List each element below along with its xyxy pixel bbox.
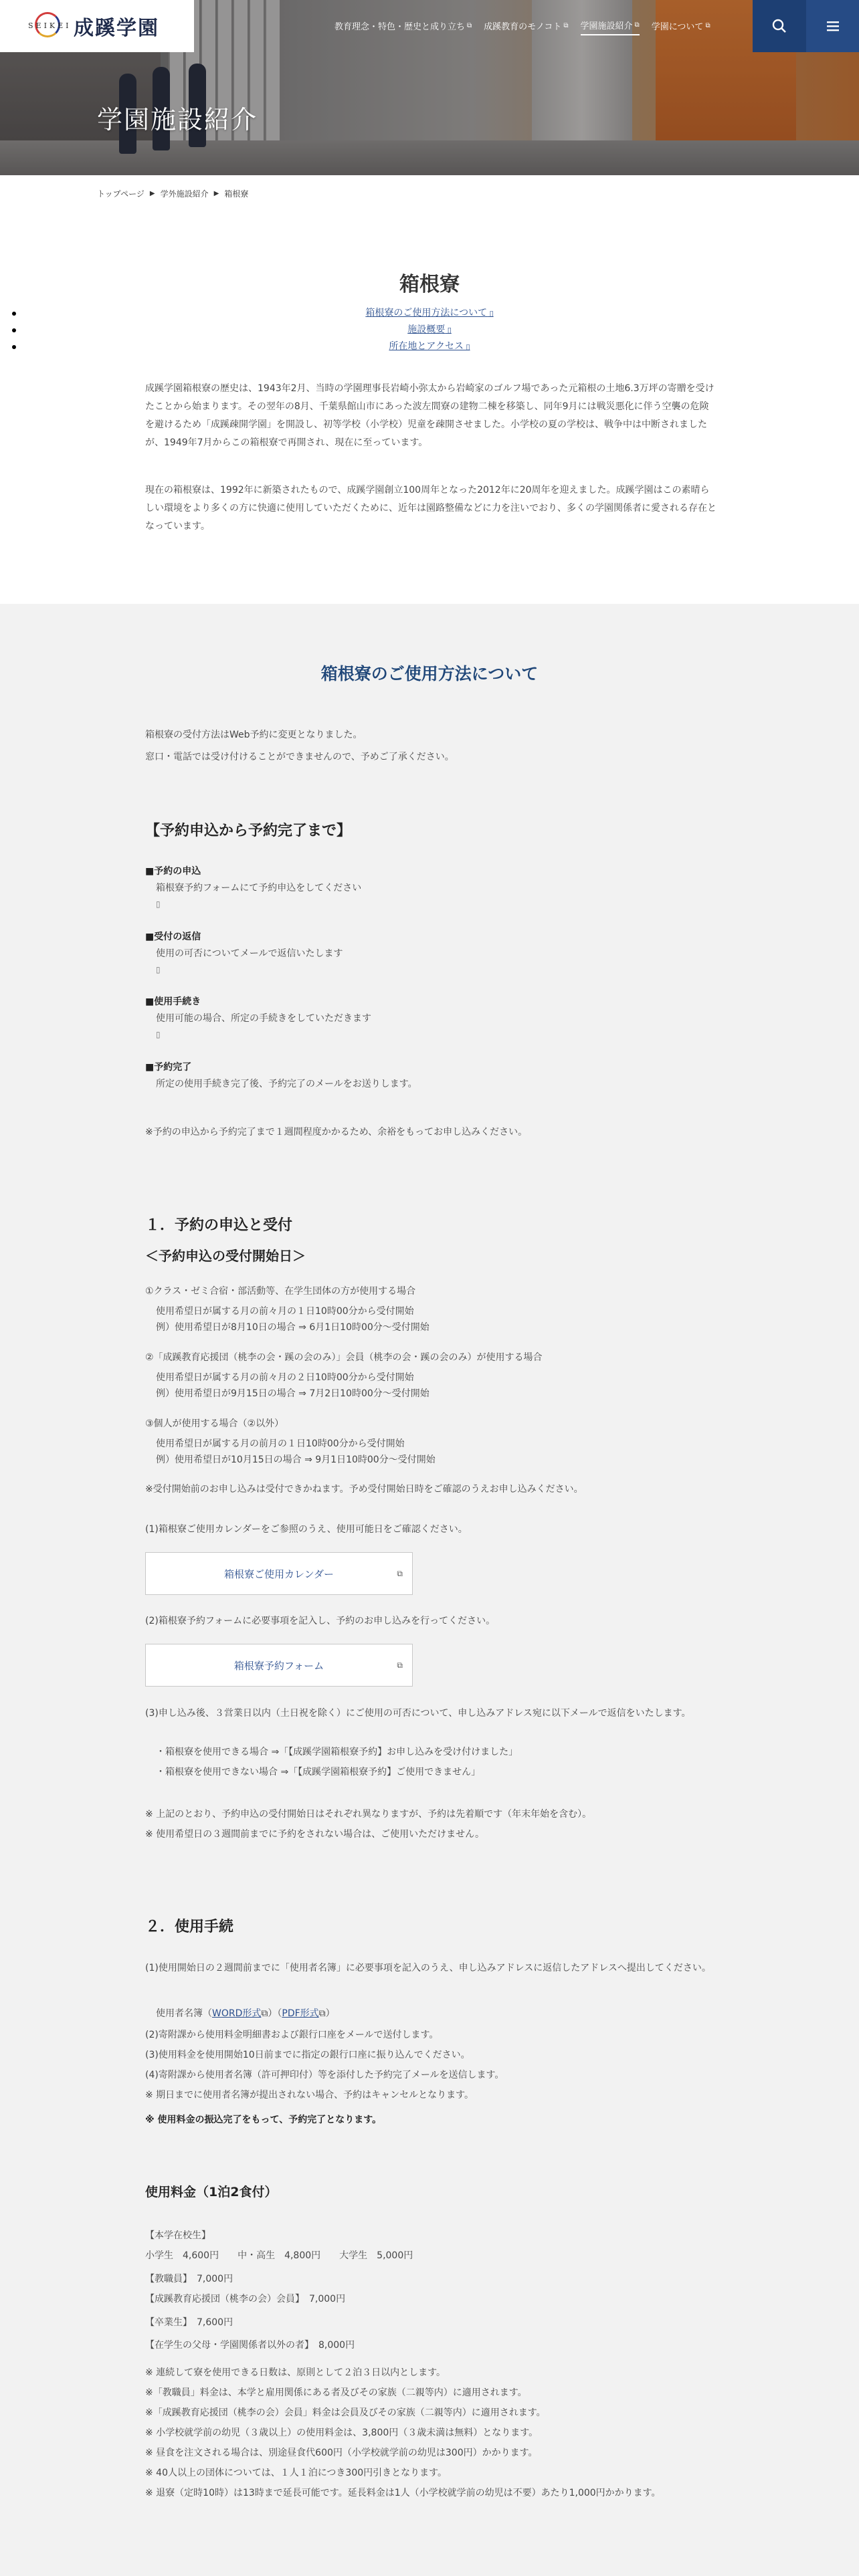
usage-notice: 箱根寮の受付方法はWeb予約に変更となりました。	[145, 730, 363, 740]
reservation-form-button[interactable]: 箱根寮予約フォーム ⧉	[145, 1644, 413, 1687]
logo-mark-icon	[28, 7, 72, 45]
fee-line: 【卒業生】 7,600円	[145, 2317, 233, 2328]
case-line: 使用希望日が属する月の前月の１日10時00分から受付開始	[156, 1438, 405, 1449]
section-2-title: ２．使用手続	[145, 1919, 234, 1935]
external-link-icon: ⧉	[261, 2008, 268, 2019]
fee-note: ※ 昼食を注文される場合は、別途昼食代600円（小学校就学前の幼児は300円）かかります。	[145, 2448, 538, 2458]
site-logo[interactable]	[0, 0, 194, 52]
section-1-step: (3)申し込み後、３営業日以内（土日祝を除く）にご使用の可否について、申し込みアドレス宛に以下メールで返信をいたします。	[145, 1708, 691, 1719]
section-1-step: (1)箱根寮ご使用カレンダーをご参照のうえ、使用可能日をご確認ください。	[145, 1524, 468, 1535]
anchor-item	[0, 338, 859, 355]
nav-item-about[interactable]: 学園について ⧉	[651, 22, 710, 32]
step-heading: ■予約完了	[145, 1062, 192, 1073]
fee-note: ※ 40人以上の団体については、１人１泊につき300円引きとなります。	[145, 2468, 448, 2478]
case-line: 使用希望日が属する月の前々月の２日10時00分から受付開始	[156, 1372, 414, 1383]
flow-note: ※予約の申込から予約完了まで１週間程度かかるため、余裕をもってお申し込みください。	[145, 1127, 528, 1138]
case-line: 使用希望日が属する月の前々月の１日10時00分から受付開始	[156, 1306, 414, 1317]
case-line: 例）使用希望日が10月15日の場合 ⇒ 9月1日10時00分～受付開始	[156, 1455, 436, 1465]
calendar-button[interactable]: 箱根寮ご使用カレンダー ⧉	[145, 1552, 413, 1595]
fee-line: 【教職員】 7,000円	[145, 2274, 233, 2284]
breadcrumb-current: 箱根寮	[224, 189, 249, 199]
case-line: 例）使用希望日が9月15日の場合 ⇒ 7月2日10時00分～受付開始	[156, 1388, 430, 1399]
case-heading: ①クラス・ゼミ合宿・部活動等、在学生団体の方が使用する場合	[145, 1286, 416, 1297]
procedure-complete-note: ※ 使用料金の振込完了をもって、予約完了となります。	[145, 2115, 382, 2125]
anchor-item	[0, 322, 859, 338]
anchor-arrow-icon: ▯	[464, 342, 470, 351]
section-1-subtitle: ＜予約申込の受付開始日＞	[145, 1248, 306, 1264]
external-link-icon: ⧉	[634, 21, 640, 29]
step-heading: ■受付の返信	[145, 932, 201, 942]
page-title: 箱根寮	[399, 273, 460, 296]
nav-item-monokoto[interactable]: 成蹊教育のモノコト ⧉	[484, 22, 569, 32]
breadcrumb	[97, 188, 248, 199]
flow-title: 【予約申込から予約完了まで】	[145, 823, 352, 839]
external-link-icon: ⧉	[563, 22, 569, 29]
step-heading: ■予約の申込	[145, 866, 201, 877]
step-arrow-icon: ▯	[156, 1030, 161, 1039]
step-arrow-icon: ▯	[156, 899, 161, 909]
external-link-icon: ⧉	[705, 22, 710, 29]
reply-ng: ・箱根寮を使用できない場合 ⇒「【成蹊学園箱根寮予約】ご使用できません」	[156, 1767, 481, 1778]
case-heading: ②「成蹊教育応援団（桃李の会・蹊の会のみ）」会員（桃李の会・蹊の会のみ）が使用する場合	[145, 1352, 543, 1363]
procedure-step: (3)使用料金を使用開始10日前までに指定の銀行口座に振り込んでください。	[145, 2050, 470, 2060]
procedure-step: (1)使用開始日の２週間前までに「使用者名簿」に必要事項を記入のうえ、申し込みアドレスに返信したアドレスへ提出してください。	[145, 1963, 711, 1973]
menu-button[interactable]	[806, 0, 859, 52]
step-body: 使用の可否についてメールで返信いたします	[156, 948, 343, 959]
fee-line: 【本学在校生】	[145, 2230, 211, 2241]
anchor-arrow-icon: ▯	[487, 309, 494, 318]
external-link-icon: ⧉	[467, 22, 472, 29]
menu-icon	[825, 18, 841, 34]
chevron-right-icon: ▶	[213, 190, 219, 197]
step-body: 所定の使用手続き完了後、予約完了のメールをお送りします。	[156, 1079, 417, 1089]
fee-line: 【在学生の父母・学園関係者以外の者】 8,000円	[145, 2340, 355, 2351]
step-heading: ■使用手続き	[145, 996, 201, 1007]
anchor-usage-link[interactable]: 箱根寮のご使用方法について ▯	[365, 308, 494, 318]
search-icon	[771, 18, 787, 34]
nav-item-philosophy[interactable]: 教育理念・特色・歴史と成り立ち ⧉	[335, 22, 472, 32]
chevron-right-icon: ▶	[149, 190, 155, 197]
anchor-overview-link[interactable]: 施設概要 ▯	[407, 324, 452, 335]
external-link-icon: ⧉	[397, 1660, 403, 1670]
fee-note: ※「教職員」料金は、本学と雇用関係にある者及びその家族（二親等内）に適用されます。	[145, 2387, 527, 2398]
step-body: 使用可能の場合、所定の手続きをしていただきます	[156, 1013, 371, 1024]
step-arrow-icon: ▯	[156, 965, 161, 974]
section-1-title: １．予約の申込と受付	[145, 1217, 293, 1234]
anchor-access-link[interactable]: 所在地とアクセス ▯	[389, 341, 470, 352]
procedure-step: (4)寄附課から使用者名簿（許可押印付）等を添付した予約完了メールを送信します。	[145, 2070, 504, 2080]
breadcrumb-home[interactable]: トップページ	[97, 189, 145, 199]
fee-note: ※ 小学校就学前の幼児（３歳以上）の使用料金は、3,800円（３歳未満は無料）となります。	[145, 2428, 539, 2438]
section-1-note: ※受付開始前のお申し込みは受付できかねます。予め受付開始日時をご確認のうえお申し込みください。	[145, 1484, 583, 1495]
section-1-note: ※ 上記のとおり、予約申込の受付開始日はそれぞれ異なりますが、予約は先着順です（年末年始を含む）。	[145, 1809, 592, 1820]
case-line: 例）使用希望日が8月10日の場合 ⇒ 6月1日10時00分～受付開始	[156, 1322, 430, 1333]
logo-text: 成蹊学園	[74, 17, 159, 40]
external-link-icon: ⧉	[318, 2008, 326, 2019]
fee-note: ※ 連続して寮を使用できる日数は、原則として２泊３日以内とします。	[145, 2367, 446, 2378]
section-1-step: (2)箱根寮予約フォームに必要事項を記入し、予約のお申し込みを行ってください。	[145, 1616, 496, 1626]
fee-line: 小学生 4,600円 中・高生 4,800円 大学生 5,000円	[145, 2250, 413, 2261]
procedure-note: ※ 期日までに使用者名簿が提出されない場合、予約はキャンセルとなります。	[145, 2090, 474, 2101]
nav-item-facilities[interactable]: 学園施設紹介 ⧉	[581, 19, 640, 35]
anchor-links	[0, 305, 859, 355]
usage-section-title: 箱根寮のご使用方法について	[320, 664, 539, 683]
global-nav	[335, 19, 710, 35]
roster-word-link[interactable]: WORD形式	[212, 2008, 262, 2019]
procedure-step: (2)寄附課から使用料金明細書および銀行口座をメールで送付します。	[145, 2030, 439, 2040]
breadcrumb-facilities[interactable]: 学外施設紹介	[160, 189, 209, 199]
anchor-item	[0, 305, 859, 322]
fee-note: ※「成蹊教育応援団（桃李の会）会員」料金は会員及びその家族（二親等内）に適用されます。	[145, 2407, 546, 2418]
step-body: 箱根寮予約フォームにて予約申込をしてください	[156, 883, 362, 893]
fee-note: ※ 退寮（定時10時）は13時まで延長可能です。延長料金は1人（小学校就学前の幼児は不要）あたり1,000円かかります。	[145, 2488, 661, 2498]
intro-paragraph-current: 現在の箱根寮は、1992年に新築されたもので、成蹊学園創立100周年となった2012年に20周年を迎えました。成蹊学園はこの素晴らしい環境をより多くの方に快適に使用していただくために、近年は園路整備などに力を注いでおり、多くの学園関係者に愛される存在となっています。	[145, 485, 717, 532]
hero-title: 学園施設紹介	[97, 105, 258, 134]
roster-pdf-link[interactable]: PDF形式	[282, 2008, 319, 2019]
search-button[interactable]	[753, 0, 806, 52]
anchor-arrow-icon: ▯	[445, 326, 452, 334]
fee-line: 【成蹊教育応援団（桃李の会）会員】 7,000円	[145, 2294, 346, 2304]
external-link-icon: ⧉	[397, 1568, 403, 1578]
case-heading: ③個人が使用する場合（②以外）	[145, 1418, 284, 1429]
fee-title: 使用料金（1泊2食付）	[145, 2185, 278, 2199]
reply-ok: ・箱根寮を使用できる場合 ⇒「【成蹊学園箱根寮予約】お申し込みを受け付けました」	[156, 1747, 518, 1757]
intro-paragraph-history: 成蹊学園箱根寮の歴史は、1943年2月、当時の学園理事長岩崎小弥太から岩崎家のゴルフ場であった元箱根の土地6.3万坪の寄贈を受けたことから始まります。その翌年の8月、千葉県館山市にあった波左間寮の建物二棟を移築し、同年9月には戦災悪化に伴う空襲の危険を避けるため「成蹊疎開学園」を開設し、初等学校（小学校）児童を疎開させました。小学校の夏の学校は、戦争中は中断されましたが、1949年7月からこの箱根寮で再開され、現在に至っています。	[145, 383, 714, 448]
roster-download: 使用者名簿（WORD形式⧉）（PDF形式⧉）	[156, 2008, 335, 2019]
usage-notice: 窓口・電話では受け付けることができませんので、予めご了承ください。	[145, 752, 454, 762]
logo-mark-text: SEIKEI	[28, 21, 72, 30]
section-1-note: ※ 使用希望日の３週間前までに予約をされない場合は、ご使用いただけません。	[145, 1829, 485, 1840]
